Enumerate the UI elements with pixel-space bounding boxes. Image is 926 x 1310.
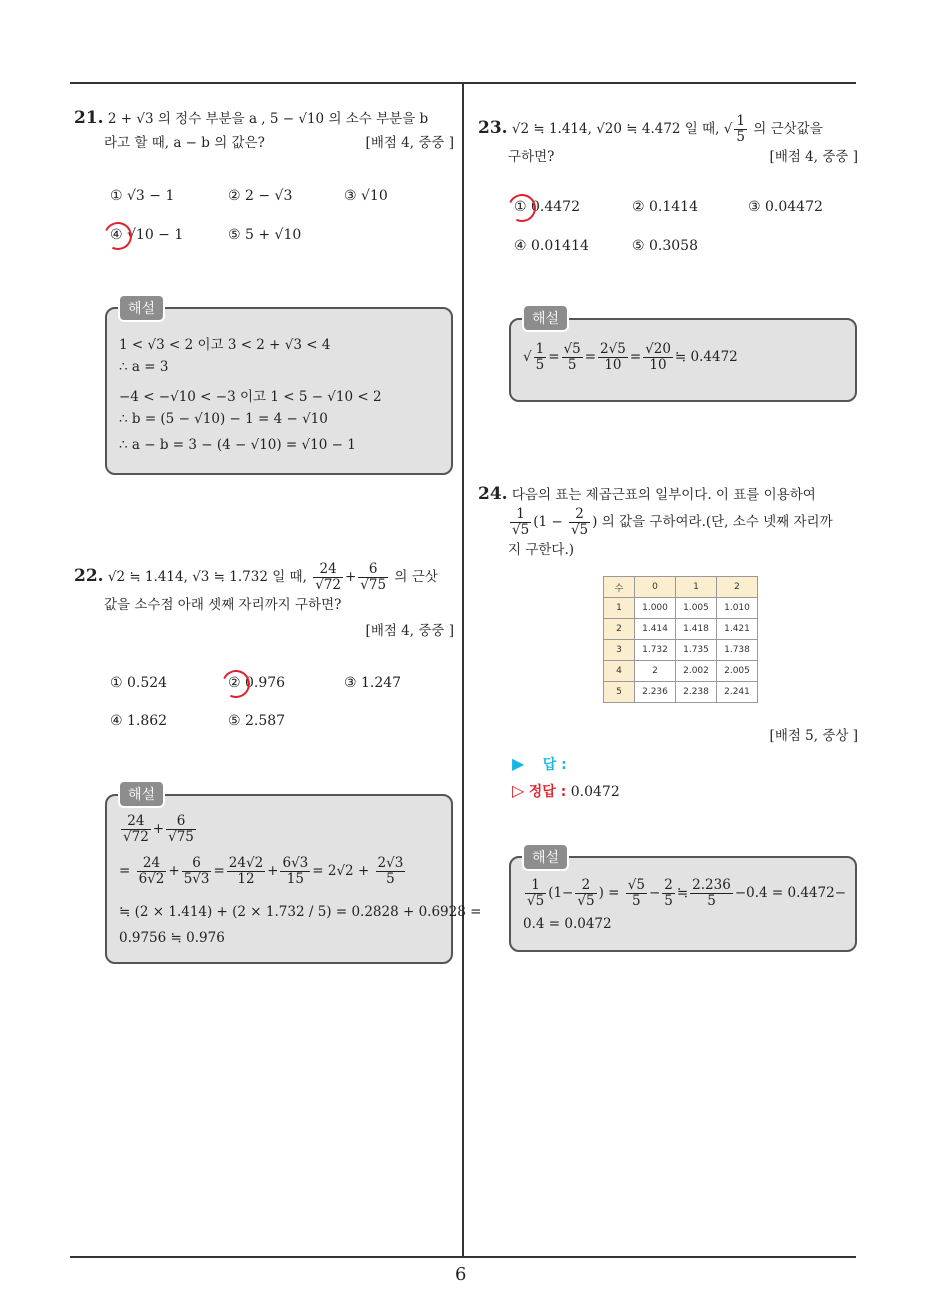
choice-5[interactable]: ⑤ 2.587: [228, 713, 286, 729]
choice-2[interactable]: ② 2 − √3: [228, 188, 293, 204]
choice-3[interactable]: ③ 0.04472: [748, 199, 823, 215]
question-21-text: 21. 2 + √3 의 정수 부분을 a , 5 − √10 의 소수 부분을 b 라고 할 때, a − b 의 값은?: [74, 108, 429, 151]
choice-4[interactable]: ④ 0.01414: [514, 238, 589, 254]
play-arrow-icon: ▶: [512, 754, 525, 773]
square-root-table: 수 0 1 2 1 1.000 1.005 1.010 2 1.414 1.418 1.421 3 1.732 1.735 1.738 4 2 2.002 2.005 5 2.236 2.238 2.241: [603, 576, 758, 703]
solution-box-21: 1 < √3 < 2 이고 3 < 2 + √3 < 4 ∴ a = 3 −4 < −√10 < −3 이고 1 < 5 − √10 < 2 ∴ b = (5 − √10) − 1 = 4 − √10 ∴ a − b = 3 − (4 − √10) = √10 − 1: [105, 307, 453, 475]
choice-4[interactable]: ④ 1.862: [110, 713, 168, 729]
fraction: $\frac{1}{5}$: [736, 113, 745, 145]
question-24-text: 24. 다음의 표는 제곱근표의 일부이다. 이 표를 이용하여 $\frac{1}{√5}$ (1 − $\frac{2}{√5}$ ) 의 값을 구하여라.(단, 소수 넷째 자리까 지 구한다.): [478, 484, 833, 558]
choice-5[interactable]: ⑤ 0.3058: [632, 238, 698, 254]
solution-box-24: $\frac{1}{√5}$ (1− $\frac{2}{√5}$ ) = $\frac{√5}{5}$ − $\frac{2}{5}$ ≒ $\frac{2.236}{5}$ −0.4 = 0.4472− 0.4 = 0.0472: [509, 856, 857, 952]
choice-4[interactable]: ④ √10 − 1: [110, 227, 184, 243]
solution-tag: 해설: [522, 843, 569, 871]
choice-5[interactable]: ⑤ 5 + √10: [228, 227, 302, 243]
question-number: 21.: [74, 108, 104, 128]
page-number: 6: [455, 1264, 467, 1285]
points-label: [배점 4, 중중 ]: [769, 149, 858, 165]
fraction: $\frac{24}{√72}$: [315, 561, 341, 593]
solution-box-22: $\frac{24}{√72}$ + $\frac{6}{√75}$ = $\frac{24}{6√2}$ + $\frac{6}{5√3}$ = $\frac{24√2}{12}$ + $\frac{6√3}{15}$ = 2√2 + $\frac{2√3}{5}$ ≒ (2 × 1.414) + (2 × 1.732 / 5) = 0.2828 + 0.6928 = 0.9756 ≒ 0.976: [105, 794, 453, 964]
fraction: $\frac{6}{√75}$: [360, 561, 387, 593]
points-label: [배점 4, 중중 ]: [365, 135, 454, 151]
question-21: [74, 106, 454, 151]
choice-1[interactable]: ① 0.524: [110, 675, 168, 691]
correct-answer-row: ▷ 정답 : 0.0472: [512, 781, 620, 800]
choice-2[interactable]: ② 0.1414: [632, 199, 698, 215]
selected-circle-mark: [504, 190, 540, 226]
question-number: 22.: [74, 566, 104, 586]
solution-tag: 해설: [118, 294, 165, 322]
selected-circle-mark: [218, 666, 254, 702]
question-22: [74, 562, 454, 639]
choice-2[interactable]: ② 0.976: [228, 675, 286, 691]
choice-3[interactable]: ③ 1.247: [344, 675, 402, 691]
solution-tag: 해설: [522, 304, 569, 332]
selected-circle-mark: [100, 218, 136, 254]
answer-row: ▶ 답 :: [512, 754, 567, 773]
solution-box-23: √ $\frac{1}{5}$ = $\frac{√5}{5}$ = $\frac{2√5}{10}$ = $\frac{√20}{10}$ ≒ 0.4472: [509, 318, 857, 402]
choice-1[interactable]: ① 0.4472: [514, 199, 580, 215]
question-number: 23.: [478, 118, 508, 138]
question-number: 24.: [478, 484, 508, 504]
question-23-text: 23. √2 ≒ 1.414, √20 ≒ 4.472 일 때, √ $\frac{1}{5}$ 의 근삿값을 구하면?: [478, 113, 823, 165]
question-24: [478, 482, 858, 562]
outline-arrow-icon: ▷: [512, 781, 525, 800]
points-label: [배점 5, 중상 ]: [769, 728, 858, 744]
question-22-text: 22. √2 ≒ 1.414, √3 ≒ 1.732 일 때, $\frac{24}{√72}$ + $\frac{6}{√75}$ 의 근삿 값을 소수점 아래 셋째 자리까지 구하면?: [74, 561, 438, 613]
choice-1[interactable]: ① √3 − 1: [110, 188, 175, 204]
points-label: [배점 4, 중중 ]: [365, 623, 454, 639]
solution-tag: 해설: [118, 780, 165, 808]
choice-3[interactable]: ③ √10: [344, 188, 388, 204]
question-23: [478, 114, 858, 165]
column-divider: [462, 82, 464, 1257]
bottom-rule: [70, 1256, 856, 1258]
